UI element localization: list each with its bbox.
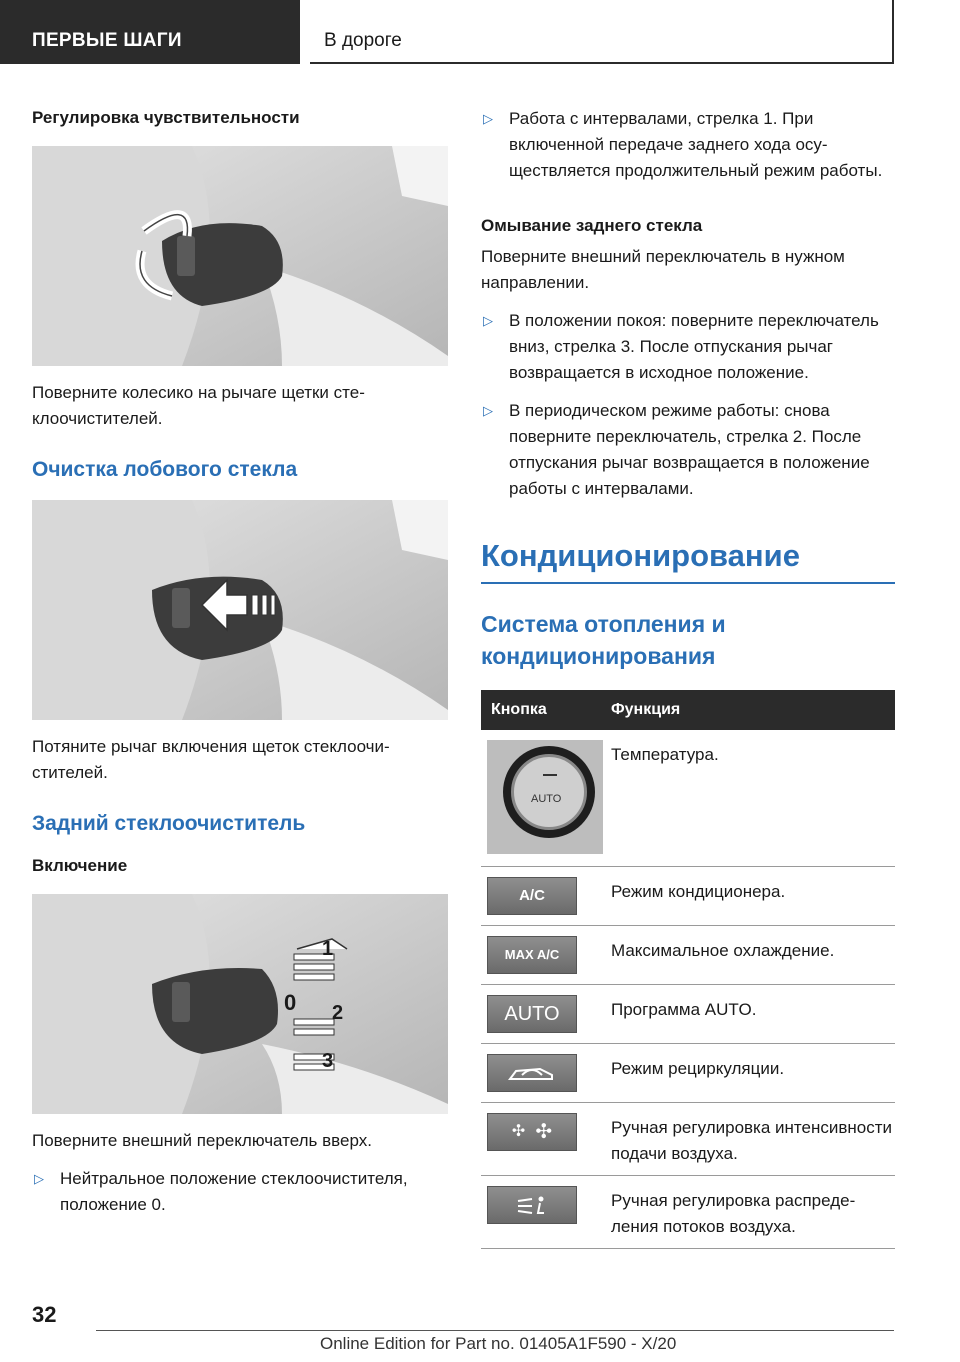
row-text: Ручная регулировка интенсивности подачи воздуха. <box>603 1102 895 1175</box>
arrow-label-2: 2 <box>332 1002 344 1024</box>
bullet-triangle-icon: ▷ <box>483 111 493 126</box>
wiper-pull-photo <box>32 500 448 720</box>
bullet-neutral-text: Нейтральное положение стеклоочистителя, положение 0. <box>60 1169 408 1214</box>
bullet-triangle-icon: ▷ <box>483 403 493 418</box>
arrow-label-3: 3 <box>322 1050 334 1072</box>
right-column <box>481 100 895 1249</box>
bullet-rest-text: В положении покоя: поверните переключатель вниз, стрелка 3. После отпускания рычаг возвращается в исходное положение. <box>509 311 879 382</box>
table-row <box>481 730 895 866</box>
footer-edition: Online Edition for Part no. 01405A1F590 - X/20 <box>320 1334 677 1353</box>
function-table <box>481 690 895 1249</box>
wiper-wheel-photo <box>32 146 448 366</box>
heading-rule <box>481 582 895 584</box>
fan-speed-button-icon: ✣ ✣ <box>487 1113 577 1151</box>
heading-sensitivity: Регулировка чувствительности <box>32 108 300 127</box>
bullet-periodic <box>481 398 895 502</box>
footer-rule <box>96 1330 894 1331</box>
para-wash: Поверните внешний переключатель в нужном направлении. <box>481 247 845 292</box>
bullet-triangle-icon: ▷ <box>34 1171 44 1186</box>
heading-on: Включение <box>32 856 128 875</box>
heading-windshield: Очистка лобового стекла <box>32 458 298 481</box>
arrow-label-1: 1 <box>322 938 334 960</box>
heading-wash: Омывание заднего стекла <box>481 216 703 235</box>
bullet-periodic-text: В периодическом режиме работы: снова поверните переключатель, стрелка 2. После отпускания рычаг возвращается в положение работы с интервалами. <box>509 401 870 498</box>
bullet-neutral <box>32 1166 448 1218</box>
table-row <box>481 866 895 925</box>
bullet-interval-text: Работа с интервалами, стрелка 1. При включенной передаче заднего хода осуществляется продолжительный режим работы. <box>509 109 883 180</box>
left-column <box>32 100 448 1218</box>
row-text: Режим кондиционера. <box>603 866 895 925</box>
row-text: Температура. <box>603 730 895 866</box>
knob-auto-label: AUTO <box>531 793 562 805</box>
header-section: ПЕРВЫЕ ШАГИ <box>0 0 300 64</box>
para-windshield: Потяните рычаг включения щеток стеклоочистителей. <box>32 737 390 782</box>
temperature-knob-icon <box>487 740 603 854</box>
table-row <box>481 984 895 1043</box>
bullet-rest <box>481 308 895 386</box>
para-sensitivity: Поверните колесико на рычаге щетки стеклоочистителей. <box>32 383 365 428</box>
air-distribution-button-icon <box>487 1186 577 1224</box>
table-row <box>481 1175 895 1248</box>
heading-system: Система отопления и кондиционирования <box>481 611 726 669</box>
heading-rear-wiper: Задний стеклоочиститель <box>32 812 306 835</box>
header-subsection: В дороге <box>310 0 894 64</box>
ac-button-icon: A/C <box>487 877 577 915</box>
rear-wiper-photo <box>32 894 448 1114</box>
recirculation-button-icon <box>487 1054 577 1092</box>
page-number: 32 <box>32 1302 57 1327</box>
table-row <box>481 1102 895 1175</box>
bullet-triangle-icon: ▷ <box>483 313 493 328</box>
table-row <box>481 1043 895 1102</box>
col-header-button: Кнопка <box>481 690 603 730</box>
row-text: Программа AUTO. <box>603 984 895 1043</box>
table-row <box>481 925 895 984</box>
row-text: Максимальное охлаждение. <box>603 925 895 984</box>
row-text: Ручная регулировка распределения потоков воздуха. <box>603 1175 895 1248</box>
col-header-function: Функция <box>603 690 895 730</box>
row-text: Режим рециркуляции. <box>603 1043 895 1102</box>
max-ac-button-icon: MAX A/C <box>487 936 577 974</box>
auto-button-icon: AUTO <box>487 995 577 1033</box>
para-rear: Поверните внешний переключатель вверх. <box>32 1131 372 1150</box>
heading-climate: Кондиционирование <box>481 538 800 573</box>
bullet-interval <box>481 106 895 184</box>
arrow-label-0: 0 <box>284 990 297 1015</box>
